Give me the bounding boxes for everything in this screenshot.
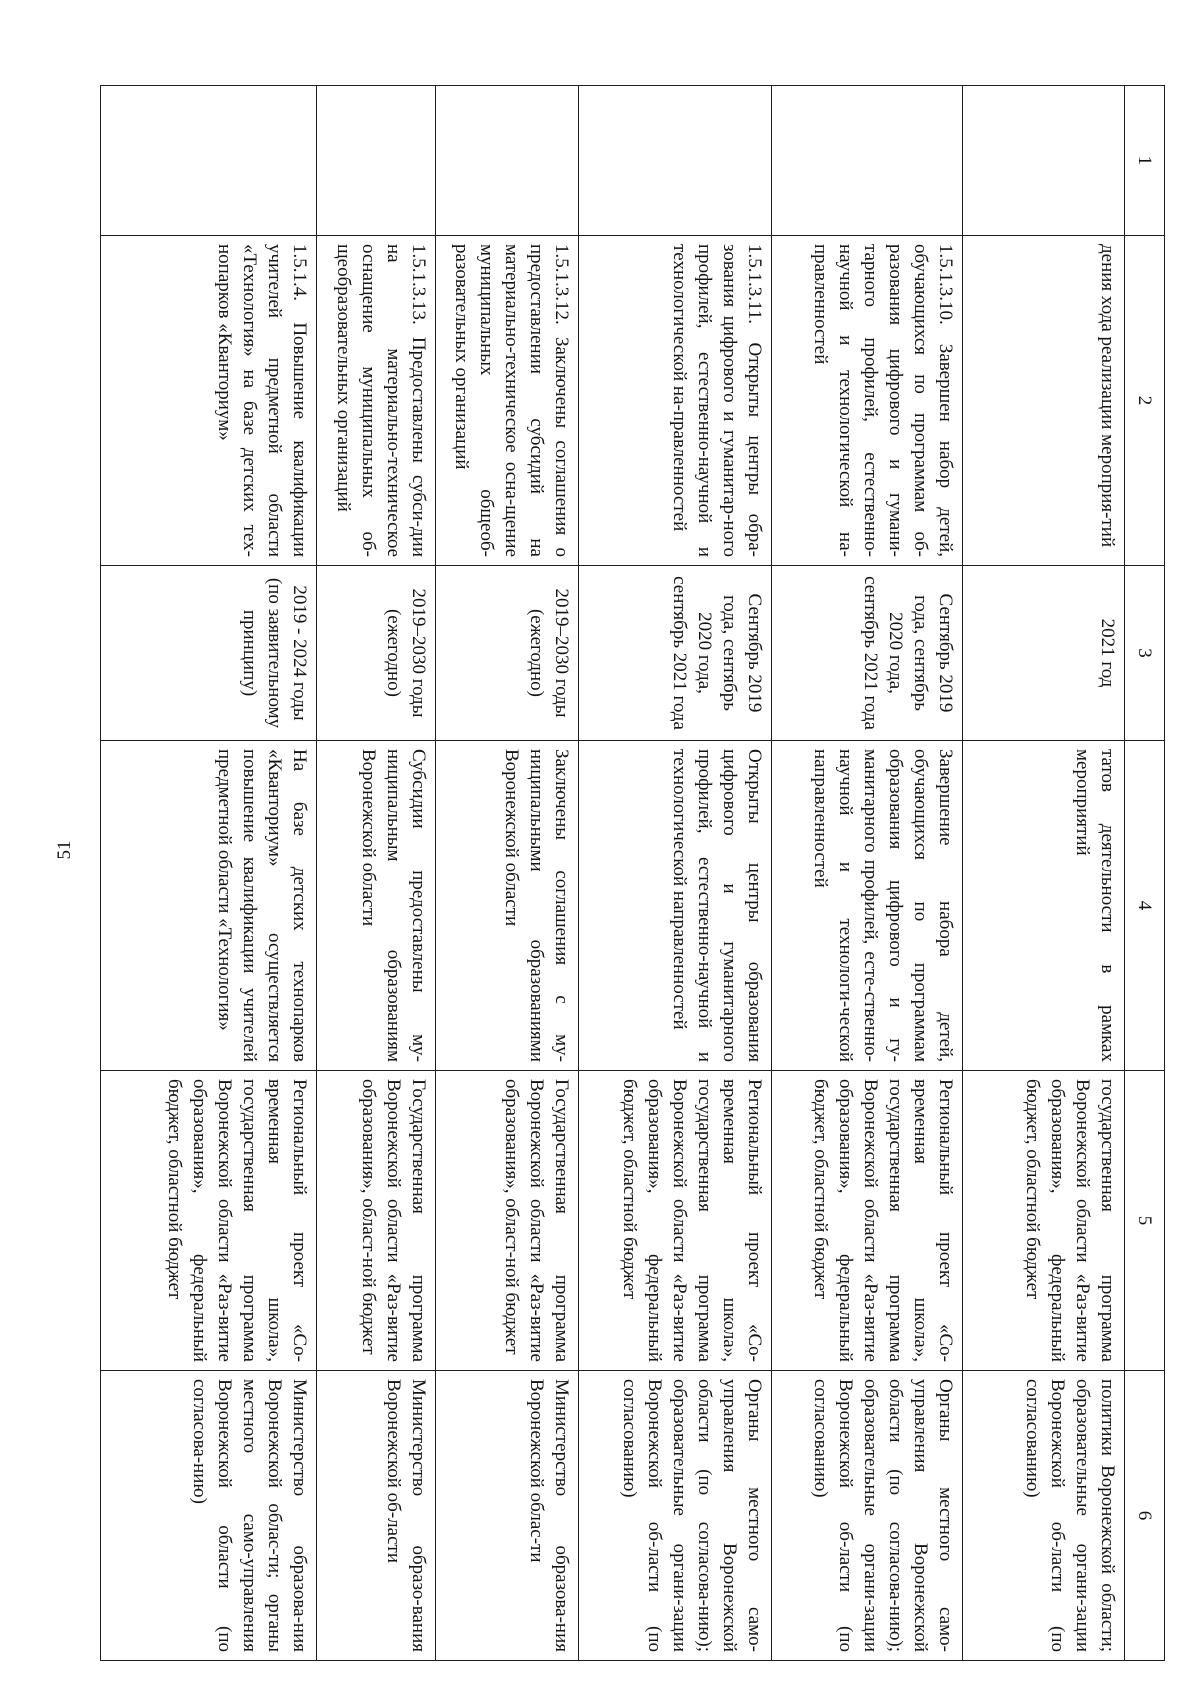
cell-col1	[101, 86, 317, 236]
cell-funding: Государственная программа Воронежской области «Раз-витие образования», област-ной бюджет	[436, 1071, 579, 1371]
header-cell-3: 3	[1125, 566, 1165, 741]
header-cell-4: 4	[1125, 741, 1165, 1071]
cell-responsible: политики Воронежской области; образовательные органи-зации Воронежской об-ласти (по согласованию)	[962, 1371, 1125, 1661]
cell-measure: 1.5.1.3.10. Завершен набор детей, обучающихся по программам об-разования цифрового и гумани-тарного профилей, естественно-научной и технологической на-правленностей	[772, 236, 963, 566]
cell-result: Открыты центры образования цифрового и гуманитарного профилей, естественно-научной и технологической направленностей	[579, 741, 772, 1071]
header-cell-5: 5	[1125, 1071, 1165, 1371]
table-container	[100, 85, 1165, 1660]
cell-measure: дения хода реализации мероприя-тий	[962, 236, 1125, 566]
table-row	[579, 86, 772, 1661]
cell-funding: Региональный проект «Со-временная школа», государственная программа Воронежской области «Раз-витие образования», федеральный бюджет, областной бюджет	[772, 1071, 963, 1371]
cell-col1	[962, 86, 1125, 236]
cell-measure: 1.5.1.3.13. Предоставлены субси-дии на материально-техническое оснащение муниципальных об-щеобразовательных организаций	[317, 236, 436, 566]
measures-table	[100, 85, 1165, 1661]
cell-funding: Региональный проект «Со-временная школа», государственная программа Воронежской области «Раз-витие образования», федеральный бюджет, областной бюджет	[101, 1071, 317, 1371]
cell-result: На базе детских технопарков «Кванториум» осуществляется повышение квалификации учителей предметной области «Технология»	[101, 741, 317, 1071]
cell-deadline: 2021 год	[962, 566, 1125, 741]
table-row	[436, 86, 579, 1661]
cell-deadline: 2019–2030 годы (ежегодно)	[436, 566, 579, 741]
cell-result: Заключены соглашения с му-ниципальными образованиями Воронежской области	[436, 741, 579, 1071]
table-row	[772, 86, 963, 1661]
cell-col1	[772, 86, 963, 236]
cell-responsible: Министерство образова-ния Воронежской облас-ти; органы местного само-управления Воронежской области (по согласова-нию)	[101, 1371, 317, 1661]
cell-deadline: Сентябрь 2019 года, сентябрь 2020 года, сентябрь 2021 года	[772, 566, 963, 741]
cell-deadline: 2019–2030 годы (ежегодно)	[317, 566, 436, 741]
header-cell-2: 2	[1125, 236, 1165, 566]
cell-result: Субсидии предоставлены му-ниципальным образованиям Воронежской области	[317, 741, 436, 1071]
table-row	[962, 86, 1125, 1661]
cell-funding: Региональный проект «Со-временная школа», государственная программа Воронежской области «Раз-витие образования», федеральный бюджет, областной бюджет	[579, 1071, 772, 1371]
cell-result: татов деятельности в рамках мероприятий	[962, 741, 1125, 1071]
cell-funding: Государственная программа Воронежской области «Раз-витие образования», област-ной бюджет	[317, 1071, 436, 1371]
cell-funding: государственная программа Воронежской области «Раз-витие образования», федеральный бюджет, областной бюджет	[962, 1071, 1125, 1371]
cell-deadline: Сентябрь 2019 года, сентябрь 2020 года, сентябрь 2021 года	[579, 566, 772, 741]
header-row	[1125, 86, 1165, 1661]
cell-col1	[317, 86, 436, 236]
table-row	[317, 86, 436, 1661]
cell-responsible: Органы местного само-управления Воронежской области (по согласова-нию); образовательные органи-зации Воронежской об-ласти (по согласованию)	[772, 1371, 963, 1661]
cell-responsible: Органы местного само-управления Воронежской области (по согласова-нию); образовательные органи-зации Воронежской об-ласти (по согласованию)	[579, 1371, 772, 1661]
header-cell-1: 1	[1125, 86, 1165, 236]
cell-measure: 1.5.1.3.12. Заключены соглашения о предоставлении субсидий на материально-техническое осна-щение муниципальных общеоб-разовательных организаций	[436, 236, 579, 566]
cell-responsible: Министерство образова-ния Воронежской облас-ти	[436, 1371, 579, 1661]
page-number-text: 51	[54, 840, 75, 860]
table-row	[101, 86, 317, 1661]
cell-col1	[436, 86, 579, 236]
cell-measure: 1.5.1.3.11. Открыты центры обра-зования цифрового и гуманитар-ного профилей, естественно-научной и технологической на-правленностей	[579, 236, 772, 566]
cell-measure: 1.5.1.4. Повышение квалификации учителей предметной области «Технология» на базе детских тех-нопарков «Кванториум»	[101, 236, 317, 566]
cell-col1	[579, 86, 772, 236]
cell-result: Завершение набора детей, обучающихся по программам образования цифрового и гу-манитарного профилей, есте-ственно-научной и технологи-ческой направленностей	[772, 741, 963, 1071]
cell-responsible: Министерство образо-вания Воронежской об-ласти	[317, 1371, 436, 1661]
header-cell-6: 6	[1125, 1371, 1165, 1661]
cell-deadline: 2019 - 2024 годы (по заявительному принципу)	[101, 566, 317, 741]
